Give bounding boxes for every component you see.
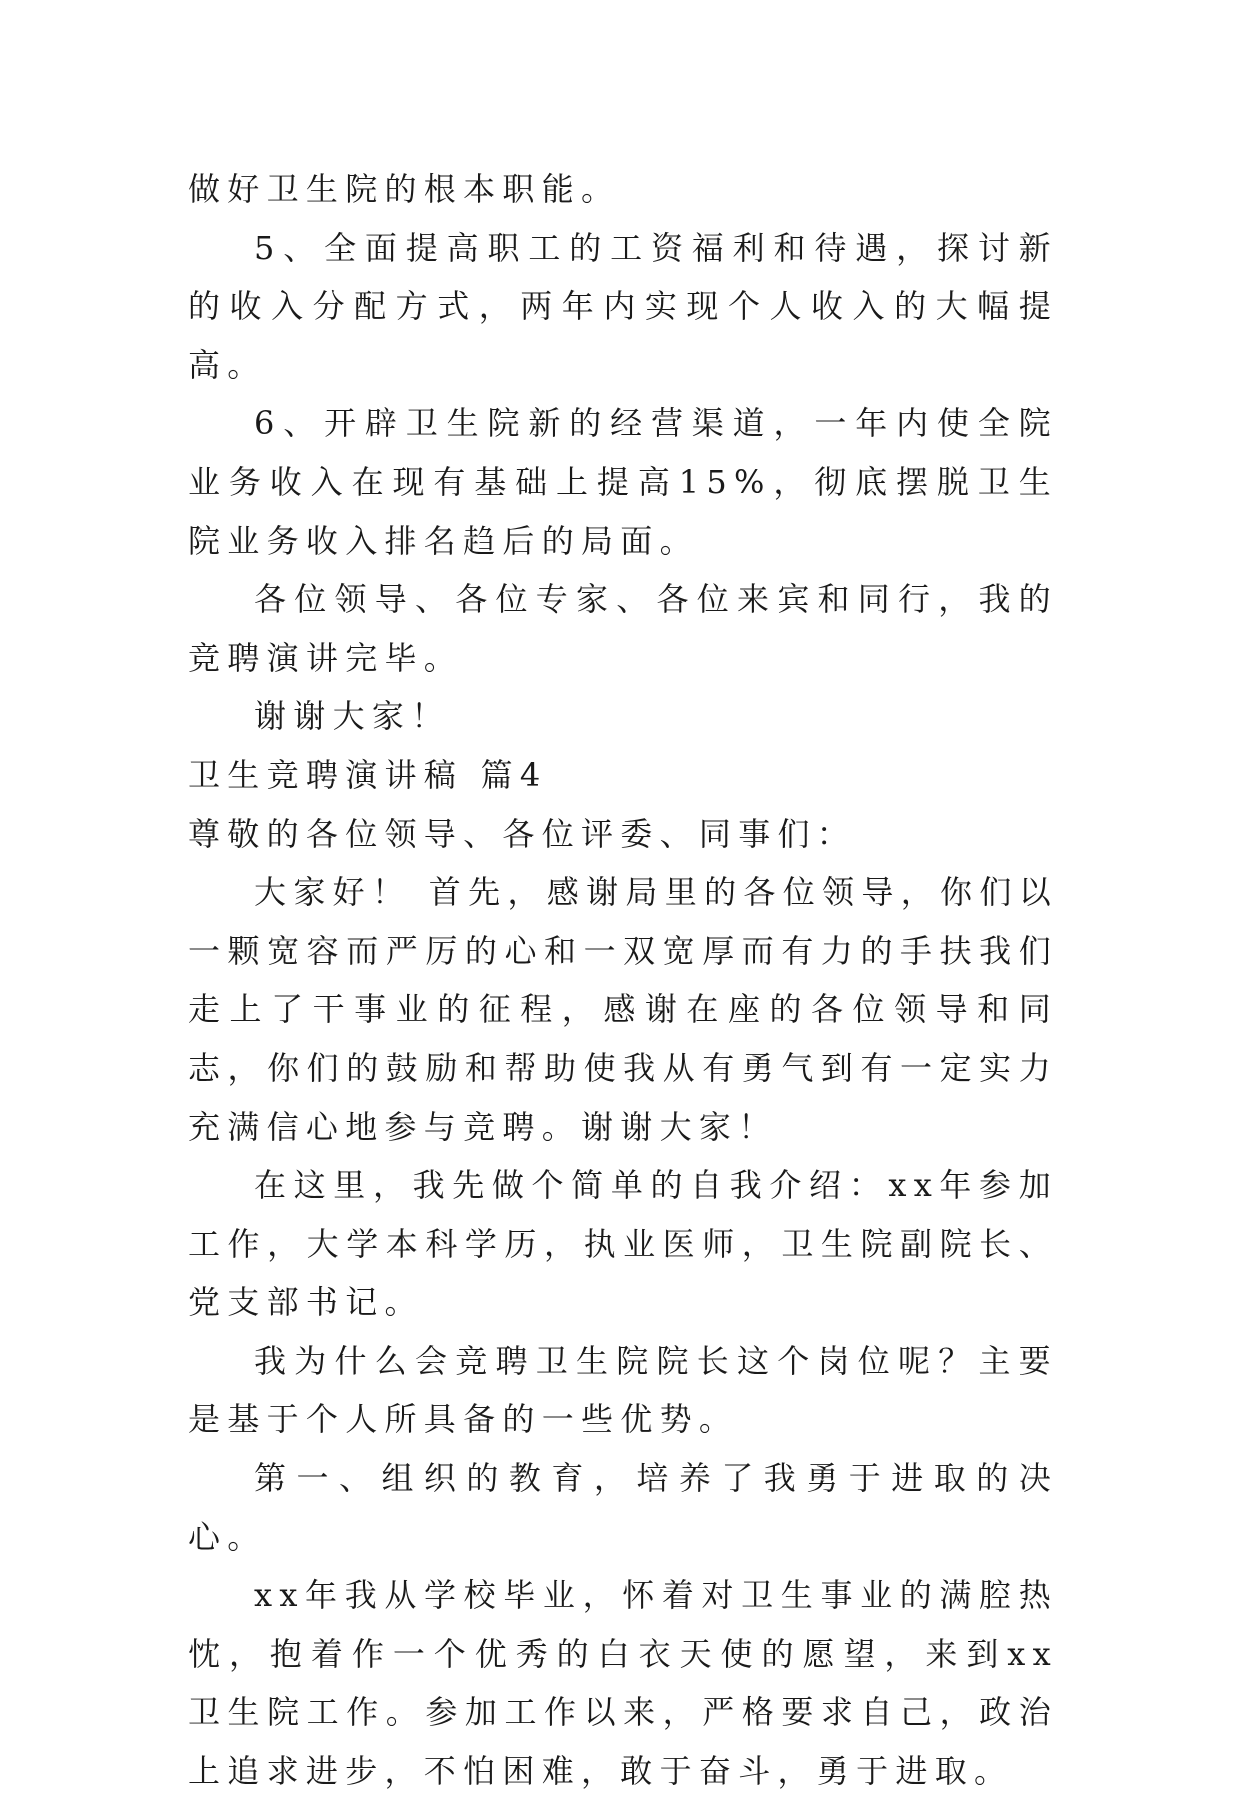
paragraph: 第一、组织的教育，培养了我勇于进取的决心。 (188, 1459, 1058, 1556)
paragraph: 各位领导、各位专家、各位来宾和同行，我的竞聘演讲完毕。 (188, 580, 1058, 677)
paragraph: 6、开辟卫生院新的经营渠道，一年内使全院业务收入在现有基础上提高15%，彻底摆脱卫生院业务收入排名趋后的局面。 (188, 404, 1058, 560)
paragraph: 谢谢大家！ (254, 697, 451, 736)
section-heading: 卫生竞聘演讲稿 篇4 (188, 755, 548, 794)
paragraph: 大家好！ 首先，感谢局里的各位领导，你们以一颗宽容而严厉的心和一双宽厚而有力的手扶我们走上了干事业的征程，感谢在座的各位领导和同志，你们的鼓励和帮助使我从有勇气到有一定实力充满信心地参与竞聘。谢谢大家！ (188, 873, 1058, 1146)
salutation: 尊敬的各位领导、各位评委、同事们： (188, 814, 857, 853)
paragraph: xx年我从学校毕业，怀着对卫生事业的满腔热忱，抱着作一个优秀的白衣天使的愿望，来到xx卫生院工作。参加工作以来，严格要求自己，政治上追求进步，不怕困难，敢于奋斗，勇于进取。 (188, 1576, 1058, 1791)
document-body (188, 160, 1058, 1801)
paragraph: 5、全面提高职工的工资福利和待遇，探讨新的收入分配方式，两年内实现个人收入的大幅提高。 (188, 228, 1058, 384)
paragraph: 我为什么会竞聘卫生院院长这个岗位呢？主要是基于个人所具备的一些优势。 (188, 1341, 1058, 1439)
paragraph: 在这里，我先做个简单的自我介绍：xx年参加工作，大学本科学历，执业医师，卫生院副院长、党支部书记。 (188, 1166, 1058, 1322)
paragraph: 做好卫生院的根本职能。 (188, 170, 621, 208)
